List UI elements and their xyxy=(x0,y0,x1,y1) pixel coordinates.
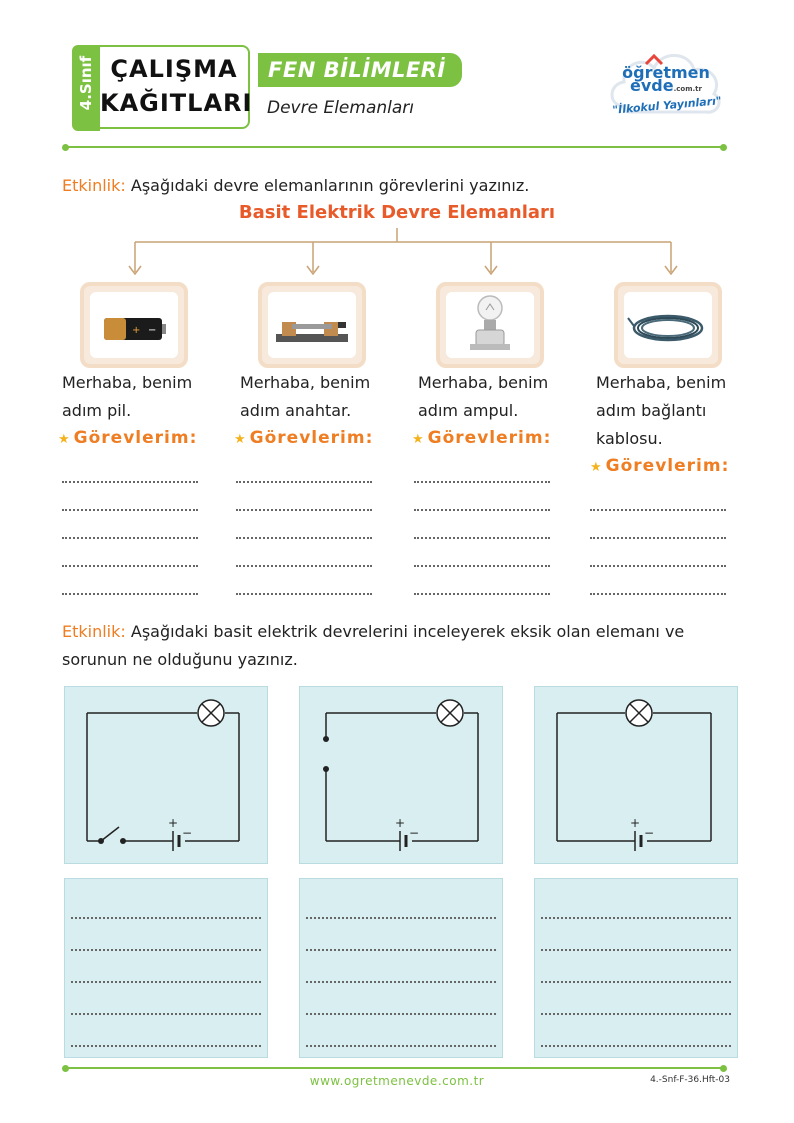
answer-line[interactable] xyxy=(541,1045,731,1047)
activity1-heading: Basit Elektrik Devre Elemanları xyxy=(238,202,556,223)
switch-icon xyxy=(268,292,356,358)
svg-text:−: − xyxy=(182,826,193,840)
answer-box-1[interactable] xyxy=(64,878,268,1058)
circuit-box-2 xyxy=(299,686,503,864)
answer-line[interactable] xyxy=(71,981,261,983)
answer-line[interactable] xyxy=(306,949,496,951)
answer-line[interactable] xyxy=(236,593,372,595)
lightbulb-icon xyxy=(446,292,534,358)
answer-line[interactable] xyxy=(541,917,731,919)
answer-line[interactable] xyxy=(62,593,198,595)
svg-text:−: − xyxy=(409,826,420,840)
worksheet-title-box xyxy=(98,45,253,129)
answer-line[interactable] xyxy=(414,509,550,511)
svg-text:+: + xyxy=(132,325,141,336)
subject-pill xyxy=(258,53,462,87)
intro-battery: Merhaba, benim adım pil. xyxy=(62,373,193,420)
svg-text:−: − xyxy=(644,826,655,840)
activity1-instruction xyxy=(62,172,529,200)
answer-line[interactable] xyxy=(541,981,731,983)
svg-text:+: + xyxy=(168,816,179,830)
answer-line[interactable] xyxy=(236,481,372,483)
duty-label-switch: ★ Görevlerim: xyxy=(234,428,374,448)
answer-line[interactable] xyxy=(541,949,731,951)
svg-text:+: + xyxy=(395,816,406,830)
answer-line[interactable] xyxy=(590,537,726,539)
footer-divider xyxy=(66,1067,722,1069)
subject-label: FEN BİLİMLERİ xyxy=(268,58,446,82)
duty-label-bulb: ★ Görevlerim: xyxy=(412,428,552,448)
grade-tab xyxy=(72,45,100,131)
answer-line[interactable] xyxy=(414,537,550,539)
answer-line[interactable] xyxy=(62,537,198,539)
answer-line[interactable] xyxy=(590,509,726,511)
answer-line[interactable] xyxy=(306,1013,496,1015)
answer-line[interactable] xyxy=(62,481,198,483)
answer-line[interactable] xyxy=(236,565,372,567)
duty-label-cable: ★ Görevlerim: xyxy=(590,456,730,476)
answer-line[interactable] xyxy=(414,593,550,595)
component-card-cable xyxy=(614,282,722,368)
circuit-box-1 xyxy=(64,686,268,864)
circuit-diagram-open xyxy=(300,687,504,865)
logo-subtitle: "İlkokul Yayınları" xyxy=(611,94,723,117)
svg-text:+: + xyxy=(630,816,641,830)
answer-line[interactable] xyxy=(414,565,550,567)
intro-switch: Merhaba, benim adım anahtar. xyxy=(240,373,371,420)
activity1-label: Etkinlik: xyxy=(62,176,126,195)
grade-label: 4.Sınıf xyxy=(77,55,95,111)
component-card-battery xyxy=(80,282,188,368)
circuit-diagram-closed xyxy=(535,687,739,865)
answer-line[interactable] xyxy=(414,481,550,483)
divider-dot-left xyxy=(62,144,69,151)
topic-label: Devre Elemanları xyxy=(267,98,414,118)
footer-code: 4.-Snf-F-36.Hft-03 xyxy=(650,1075,730,1085)
answer-line[interactable] xyxy=(590,593,726,595)
battery-icon xyxy=(90,292,178,358)
svg-text:−: − xyxy=(148,325,157,336)
header-divider xyxy=(66,146,722,148)
answer-line[interactable] xyxy=(71,1045,261,1047)
activity1-text: Aşağıdaki devre elemanlarının görevlerini yazınız. xyxy=(130,176,530,195)
star-icon: ★ xyxy=(590,460,603,475)
cable-icon xyxy=(624,292,712,358)
publisher-logo xyxy=(606,44,726,128)
logo-text: öğretmen evde.com.tr xyxy=(622,63,710,95)
answer-line[interactable] xyxy=(62,565,198,567)
answer-line[interactable] xyxy=(306,981,496,983)
answer-line[interactable] xyxy=(236,537,372,539)
answer-line[interactable] xyxy=(306,1045,496,1047)
answer-line[interactable] xyxy=(71,949,261,951)
star-icon: ★ xyxy=(412,432,425,447)
answer-line[interactable] xyxy=(541,1013,731,1015)
answer-line[interactable] xyxy=(306,917,496,919)
activity2-instruction: Etkinlik: Aşağıdaki basit elektrik devrelerini inceleyerek eksik olan elemanı ve sorunun ne olduğunu yazınız. xyxy=(62,622,685,669)
intro-bulb: Merhaba, benim adım ampul. xyxy=(418,373,549,420)
title-line-2: KAĞITLARI xyxy=(100,89,253,117)
component-card-switch xyxy=(258,282,366,368)
answer-line[interactable] xyxy=(236,509,372,511)
star-icon: ★ xyxy=(58,432,71,447)
footer-dot-right xyxy=(720,1065,727,1072)
component-card-bulb xyxy=(436,282,544,368)
answer-line[interactable] xyxy=(71,917,261,919)
circuit-box-3 xyxy=(534,686,738,864)
intro-cable: Merhaba, benim adım bağlantı kablosu. xyxy=(596,373,727,448)
answer-line[interactable] xyxy=(62,509,198,511)
circuit-diagram-switch xyxy=(65,687,269,865)
title-line-1: ÇALIŞMA xyxy=(110,55,238,83)
answer-box-2[interactable] xyxy=(299,878,503,1058)
answer-line[interactable] xyxy=(71,1013,261,1015)
divider-dot-right xyxy=(720,144,727,151)
answer-line[interactable] xyxy=(590,565,726,567)
answer-box-3[interactable] xyxy=(534,878,738,1058)
activity2-label: Etkinlik: xyxy=(62,622,126,641)
star-icon: ★ xyxy=(234,432,247,447)
footer-dot-left xyxy=(62,1065,69,1072)
duty-label-battery: ★ Görevlerim: xyxy=(58,428,198,448)
connector-tree xyxy=(0,226,794,282)
footer-url[interactable]: www.ogretmenevde.com.tr xyxy=(309,1074,485,1088)
